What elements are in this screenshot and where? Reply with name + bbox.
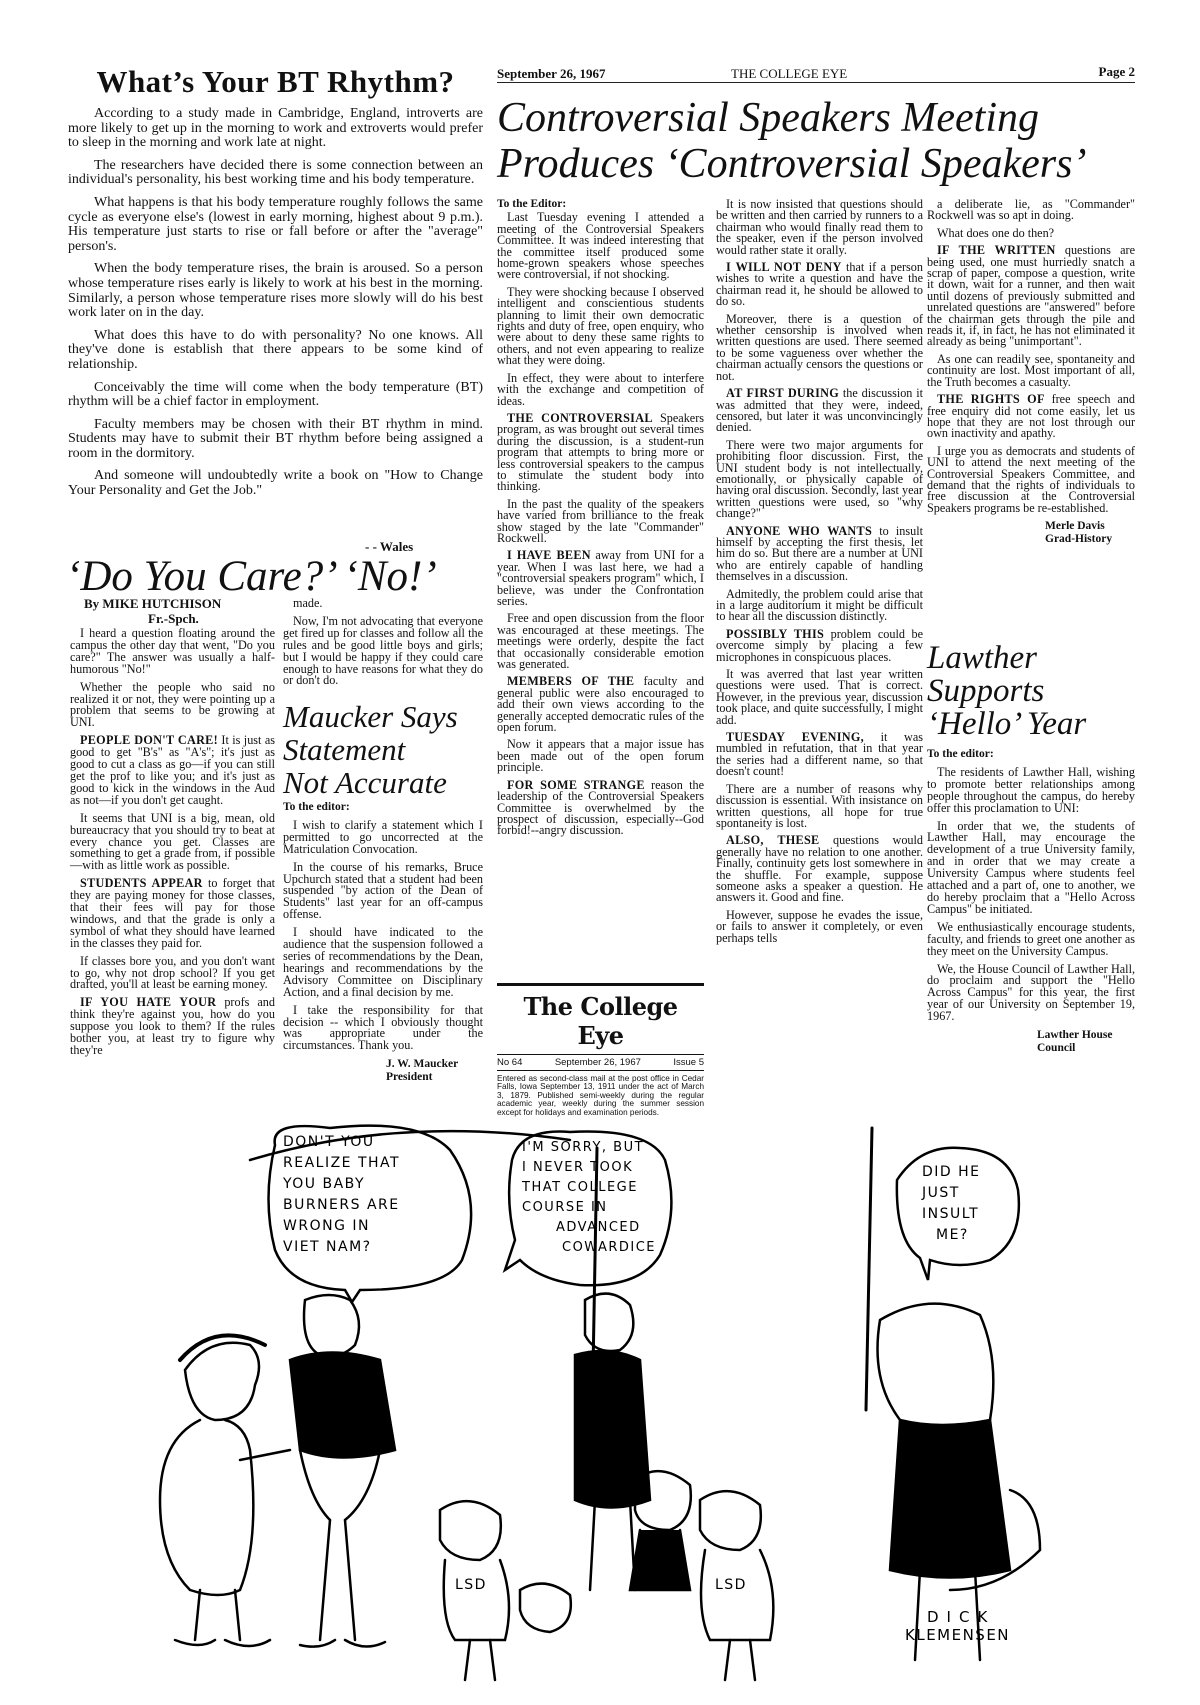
byline-wales: - - Wales xyxy=(365,539,414,554)
long-haired-figure xyxy=(878,1304,1041,1660)
paragraph xyxy=(497,284,704,368)
paragraph-text: I urge you as democrats and students of UNI to attend the next meeting of the Controversial Speakers Committee, and demand that the rights of individuals to free discussion at the Controversial Speakers programs be re-established. xyxy=(927,443,1135,515)
bubble-line: DID HE xyxy=(922,1164,981,1180)
paragraph-text: Faculty members may be chosen with their BT rhythm in mind. Students may have to submit their BT rhythm before being assigned a room in the dormitory. xyxy=(68,416,483,461)
headline xyxy=(497,95,1086,187)
bubble-line: I'M SORRY, BUT xyxy=(522,1140,645,1155)
headline-line: Maucker Says xyxy=(283,699,458,734)
paragraph-text: Admitedly, the problem could arise that in a large auditorium it might be difficult to hear all the discussion distinctly. xyxy=(716,586,923,624)
paragraph-text: questions would generally have no relation to one another. Finally, continuity gets lost somewhere in the shuffle. For example, suppose someone asks a speaker a question. He answers it. Good and fine. xyxy=(716,833,923,905)
bubble-line: VIET NAM? xyxy=(283,1239,372,1255)
paragraph xyxy=(716,586,923,624)
paragraph xyxy=(68,329,483,373)
paragraph-text: What happens is that his body temperature roughly follows the same cycle as everyone else's (lowest in early morning, highest about 9 p.m.). His temperature just starts to rise or fall before or after the "average" person's. xyxy=(68,194,483,254)
paragraph-text: Speakers program, as was brought out several times during the discussion, is a student-run program that attempts to bring more or less controversial speakers to the campus to stimulate the student body into thinking. xyxy=(497,410,705,494)
paragraph-text: I should have indicated to the audience that the suspension followed a series of recommendations by the Dean, hearings and recommendations by the Advisory Committee on Disciplinary Action, and a final decision by me. xyxy=(283,925,483,999)
paragraph-text: What does one do then? xyxy=(937,225,1055,240)
paragraph-lead: PEOPLE DON'T CARE! xyxy=(80,733,218,748)
headline: ‘Do You Care?’ ‘No!’ xyxy=(66,553,437,600)
paragraph xyxy=(927,961,1135,1024)
paragraph-lead: IF YOU HATE YOUR xyxy=(80,995,217,1010)
article-body-col2 xyxy=(283,598,483,693)
sign-label: LSD xyxy=(455,1577,487,1593)
signature xyxy=(283,1058,483,1084)
paragraph xyxy=(283,927,483,998)
paragraph-text: There were two major arguments for prohibiting floor discussion. First, the UNI student body is not intellectually, emotionally, or physically capable of having oral discussion. Secondly, last year written questions were used, so "why change?" xyxy=(716,437,923,521)
paragraph xyxy=(716,907,923,945)
paragraph-text: If classes bore you, and you don't want to go, why not drop school? If you get drafted, you'll at least be earning money. xyxy=(70,953,275,992)
bubble-line: REALIZE THAT xyxy=(283,1155,401,1171)
paragraph-text: According to a study made in Cambridge, England, introverts are more likely to get up in the morning to work and extroverts would prefer to sleep in the morning and work late at night. xyxy=(68,106,483,151)
paragraph xyxy=(70,953,275,992)
salutation: To the editor: xyxy=(283,801,350,813)
paragraph-lead: MEMBERS OF THE xyxy=(507,674,635,689)
artist-first-name: DICK xyxy=(927,1608,996,1626)
headline-line: ‘Hello’ Year xyxy=(927,706,1087,742)
paragraph xyxy=(68,196,483,254)
soldier-figure xyxy=(160,1335,290,1646)
issue-date: September 26, 1967 xyxy=(554,1057,641,1068)
bubble-line: ADVANCED xyxy=(556,1220,641,1235)
paragraph-text: In the past the quality of the speakers have varied from brilliance to the freak show staged by the late "Commander" Rockwell. xyxy=(497,496,704,545)
sign-label: LSD xyxy=(715,1577,747,1593)
paragraph xyxy=(716,262,923,308)
speech-bubble-text-1 xyxy=(283,1132,400,1258)
paragraph-lead: TUESDAY EVENING, xyxy=(726,730,865,745)
paragraph-text: profs and think they're against you, how do you suppose you look to them? If the rules bother you, at least try to figure why they're xyxy=(70,995,275,1057)
bubble-line: ME? xyxy=(936,1227,969,1243)
paragraph-text: Conceivably the time will come when the body temperature (BT) rhythm will be a chief factor in employment. xyxy=(68,379,483,410)
page-header xyxy=(497,64,1135,83)
header-page-number: Page 2 xyxy=(1098,64,1135,79)
signature-title: President xyxy=(386,1071,433,1084)
byline-class: Fr.-Spch. xyxy=(148,611,199,626)
paragraph-text: The researchers have decided there is some connection between an individual's personality, his best working time and his body temperature. xyxy=(68,157,483,188)
salutation: To the editor: xyxy=(927,748,994,760)
paragraph-text: The residents of Lawther Hall, wishing to promote better relationships among people throughout the campus, do hereby offer this proclamation to UNI: xyxy=(927,764,1135,815)
header-date: September 26, 1967 xyxy=(497,66,606,81)
headline xyxy=(283,700,458,799)
artist-last-name: KLEMENSEN xyxy=(905,1626,1011,1644)
issue-number: No 64 xyxy=(497,1057,523,1068)
letter-body xyxy=(927,199,1135,514)
paragraph-text: Last Tuesday evening I attended a meeting of the Controversial Speakers Committee. It was indeed interesting that the committee itself produced some home-grown speakers whose speeches were controversial, if not shocking. xyxy=(497,210,704,282)
paragraph xyxy=(70,735,275,806)
paragraph xyxy=(283,598,483,610)
headline: What’s Your BT Rhythm? xyxy=(96,64,455,99)
paragraph-text: to forget that they are paying money for those classes, that their fees will pay for those windows, and that the grade is only a symbol of what they should have learned in the classes they paid for. xyxy=(70,876,275,950)
paragraph xyxy=(70,679,275,730)
bubble-line: COURSE IN xyxy=(522,1200,608,1215)
paragraph-lead: FOR SOME STRANGE xyxy=(507,777,645,792)
paragraph xyxy=(716,388,923,434)
paragraph-text: There are a number of reasons why discussion is essential. With insistance on written questions, all hope for true spontaneity is lost. xyxy=(716,781,923,830)
paragraph-text: It was averred that last year written questions were used. That is correct. However, in the previous year, discussion took place, and quite successfully, I might add. xyxy=(716,667,923,727)
paragraph-text: Moreover, there is a question of whether censorship is involved when written questions are used. There seemed to be some vagueness over whether the chairman actually censors the questions or not. xyxy=(716,311,923,383)
letter-col-b xyxy=(716,199,923,950)
paragraph-lead: I WILL NOT DENY xyxy=(726,260,842,275)
letter-col-a xyxy=(497,199,704,843)
signature-name: J. W. Maucker xyxy=(386,1058,459,1071)
paragraph-text: When the body temperature rises, the brain is aroused. So a person whose temperature rises early is likely to work at his best in the morning. Similarly, a person whose temperature rises more slowly will do his best work later on in the day. xyxy=(68,261,483,321)
paragraph xyxy=(70,878,275,949)
paragraph xyxy=(927,443,1135,515)
paragraph xyxy=(497,410,705,494)
paragraph-text: It seems that UNI is a big, mean, old bureaucracy that you should try to beat at every chance you get. Classes are something to get a grade from, if possible—with as little work as possible. xyxy=(70,810,275,873)
paragraph-lead: THE CONTROVERSIAL xyxy=(507,410,653,425)
paragraph-lead: POSSIBLY THIS xyxy=(726,626,825,641)
paragraph-text: to insult himself by accepting the first thesis, let him do so. But there are a number at UNI who are entirely capable of handling themselves in a discussion. xyxy=(716,523,923,584)
paragraph-text: As one can readily see, spontaneity and continuity are lost. Most important of all, the Truth becomes a casualty. xyxy=(927,351,1135,389)
paragraph xyxy=(716,669,923,726)
paragraph xyxy=(497,550,704,607)
panel-divider xyxy=(866,1128,872,1410)
paragraph xyxy=(716,732,923,778)
letter-body xyxy=(283,817,483,1053)
headline-line: Produces ‘Controversial Speakers’ xyxy=(497,141,1087,187)
paragraph-text: In effect, they were about to interfere with the exchange and competition of ideas. xyxy=(497,370,704,408)
paragraph-text: I wish to clarify a statement which I permitted to go uncorrected at the Matriculation Convocation. xyxy=(283,817,483,856)
paragraph xyxy=(927,351,1135,389)
bubble-line: BURNERS ARE xyxy=(283,1197,400,1213)
paragraph xyxy=(716,781,923,830)
headline xyxy=(927,642,1086,741)
speech-bubble-text-2 xyxy=(522,1138,656,1258)
paragraph-text: a deliberate lie, as "Commander" Rockwell was so apt in doing. xyxy=(927,197,1135,223)
paragraph-lead: ANYONE WHO WANTS xyxy=(726,523,873,538)
editorial-cartoon xyxy=(0,1120,1200,1700)
paragraph xyxy=(716,437,923,521)
paragraph xyxy=(927,199,1135,222)
letter-lawther xyxy=(927,747,1135,1055)
paragraph xyxy=(927,245,1135,348)
paragraph xyxy=(497,739,704,773)
headline-line: Lawther xyxy=(927,640,1038,676)
postal-notice: Entered as second-class mail at the post office in Cedar Falls, Iowa September 13, 1911 under the act of March 3, 1879. Published semi-weekly during the regular academic year, weekly during the summer session except for holidays and examination periods. xyxy=(497,1074,704,1117)
paragraph xyxy=(716,311,923,383)
paragraph-text: reason the leadership of the Controversial Speakers Committee is overwhelmed by the prospect of discussion, especially--God forbid!--angry discussion. xyxy=(497,777,704,838)
headline-line: Controversial Speakers Meeting xyxy=(497,95,1040,141)
paragraph-text: faculty and general public were also encouraged to add their own views according to the generally accepted democratic rules of the open forum. xyxy=(497,674,704,735)
paragraph-lead: THE RIGHTS OF xyxy=(937,392,1045,407)
paragraph-text: We enthusiastically encourage students, faculty, and friends to greet one another as they meet on the University Campus. xyxy=(927,919,1135,958)
paragraph xyxy=(927,764,1135,815)
paragraph-text: away from UNI for a year. When I was last here, we had a "controversial speakers program" which, I believe, was under the Confrontation series. xyxy=(497,548,705,608)
paragraph xyxy=(70,810,275,873)
paragraph xyxy=(927,818,1135,916)
bubble-line: I NEVER TOOK xyxy=(522,1160,634,1175)
salutation: To the Editor: xyxy=(497,198,567,210)
paragraph-text: questions are being used, one must hurriedly snatch a scrap of paper, compose a question, write it down, wait for a runner, and then wait until dozens of previously submitted and unrelated questions are "answered" before the chairman gets through the pile and reads it, if, in fact, he has not eliminated it already as being "unimportant". xyxy=(927,243,1136,349)
hippie-figure xyxy=(290,1295,395,1647)
paragraph-text: free speech and free enquiry did not come easily, let us hope that they are not lost through our own inactivity and apathy. xyxy=(927,392,1135,441)
article-body-col1 xyxy=(70,628,275,1063)
issue-label: Issue 5 xyxy=(673,1057,704,1068)
paragraph xyxy=(68,381,483,410)
paragraph xyxy=(497,676,704,733)
paragraph-text: it was mumbled in refutation, that in that year the series had a different name, so that doesn't count! xyxy=(716,730,923,779)
article-body xyxy=(68,107,483,507)
paragraph-lead: STUDENTS APPEAR xyxy=(80,876,203,891)
paragraph xyxy=(68,159,483,188)
bubble-line: DON'T YOU xyxy=(283,1134,375,1150)
letter-body xyxy=(497,212,704,836)
paragraph-text: Free and open discussion from the floor was encouraged at these meetings. The meetings were orderly, despite the fact that occasionally considerable emotion was generated. xyxy=(497,611,704,672)
paragraph-lead: ALSO, THESE xyxy=(726,833,820,848)
paragraph-text: I heard a question floating around the campus the other day that went, "Do you care?" The answer was usually a half-humorous "No!" xyxy=(70,626,275,676)
paragraph xyxy=(283,1002,483,1053)
paragraph-text: I take the responsibility for that decision -- which I obviously thought was appropriate under the circumstances. Thank you. xyxy=(283,1002,483,1053)
paragraph-text: problem could be overcome simply by placing a few microphones in conspicuous places. xyxy=(716,626,923,664)
paragraph-text: And someone will undoubtedly write a book on "How to Change Your Personality and Get the Job." xyxy=(68,468,483,499)
signature-name: Merle Davis xyxy=(1045,520,1105,533)
paragraph-text: They were shocking because I observed intelligent and conscientious students planning to limit their own democratic rights and duty of free, open enquiry, who were about to deny these same rights to others, and not even appearing to realize what they were doing. xyxy=(497,284,704,368)
paragraph xyxy=(716,199,923,256)
paragraph xyxy=(68,418,483,462)
paragraph-text: However, suppose he evades the issue, or fails to answer it completely, or even perhaps tells xyxy=(716,907,923,945)
paragraph-lead: I HAVE BEEN xyxy=(507,548,591,563)
paragraph-text: Now, I'm not advocating that everyone get fired up for classes and follow all the rules and be good little boys and girls; but I would be happy if they could care enough to have reasons for what they do or don't do. xyxy=(283,613,483,688)
paragraph xyxy=(716,626,923,664)
paragraph xyxy=(283,817,483,856)
signature-title: Council xyxy=(1037,1042,1076,1055)
paragraph-text: Now it appears that a major issue has been made out of the open forum principle. xyxy=(497,737,704,775)
paragraph-lead: AT FIRST DURING xyxy=(726,386,840,401)
letter-body xyxy=(927,764,1135,1024)
paragraph-text: Whether the people who said no realized it or not, they were pointing up a problem that seems to be growing at UNI. xyxy=(70,679,275,730)
signature xyxy=(927,1029,1135,1055)
paragraph xyxy=(927,225,1135,240)
article-bt-rhythm xyxy=(68,64,483,100)
bubble-line: YOU BABY xyxy=(283,1176,366,1192)
paragraph xyxy=(68,262,483,320)
paragraph xyxy=(68,469,483,498)
headline-line: Supports xyxy=(927,673,1045,709)
speech-bubble-text-3 xyxy=(922,1162,981,1246)
paragraph xyxy=(716,835,923,903)
paragraph xyxy=(70,997,275,1057)
paragraph-text: What does this have to do with personality? No one knows. All they've done is establish that there appears to be some kind of relationship. xyxy=(68,327,483,372)
signature-title: Grad-History xyxy=(1045,533,1113,546)
bubble-line: THAT COLLEGE xyxy=(522,1180,638,1195)
letter-col-c xyxy=(927,199,1135,546)
bubble-line: JUST xyxy=(922,1185,960,1201)
header-paper-name: THE COLLEGE EYE xyxy=(731,66,848,81)
paragraph xyxy=(497,613,704,670)
paragraph-lead: IF THE WRITTEN xyxy=(937,243,1056,258)
paragraph xyxy=(497,212,704,280)
paragraph-text: made. xyxy=(293,596,323,610)
paragraph-text: It is just as good to get "B's" as "A's"; it's just as good to cut a class as go—if you can still get the prof to like you; and it's just as good to kick in the windows in the Aud as not—if you don't get caught. xyxy=(70,733,275,807)
paragraph xyxy=(497,370,704,408)
paragraph xyxy=(283,859,483,922)
letter-maucker xyxy=(283,800,483,1084)
paragraph xyxy=(70,628,275,676)
headline-line: Not Accurate xyxy=(283,765,447,800)
masthead-box xyxy=(497,983,704,1117)
paragraph xyxy=(716,523,923,584)
bubble-line: WRONG IN xyxy=(283,1218,370,1234)
signature xyxy=(927,520,1135,546)
paragraph xyxy=(497,496,704,545)
paragraph xyxy=(283,613,483,688)
paragraph xyxy=(497,777,704,838)
byline: By MIKE HUTCHISON xyxy=(84,596,222,611)
paragraph xyxy=(68,107,483,151)
paragraph xyxy=(927,919,1135,958)
paragraph-text: that if a person wishes to write a question and have the chairman read it, he should be allowed to do so. xyxy=(716,260,923,309)
paragraph-text: the discussion it was admitted that they were, indeed, censored, but later it was unconvincingly denied. xyxy=(716,386,923,435)
masthead-info xyxy=(497,1054,704,1071)
paragraph xyxy=(927,394,1135,440)
bubble-line: INSULT xyxy=(922,1206,980,1222)
headline-line: Statement xyxy=(283,732,406,767)
paragraph-text: In the course of his remarks, Bruce Upchurch stated that a student had been suspended "by action of the Dean of Students" last year for an off-campus offense. xyxy=(283,859,483,922)
signature-name: Lawther House xyxy=(1037,1029,1113,1042)
artist-signature xyxy=(905,1608,1010,1644)
bubble-line: COWARDICE xyxy=(562,1240,657,1255)
paragraph-text: We, the House Council of Lawther Hall, do proclaim and support the "Hello Across Campus" for this year, the first year of our University on September 19, 1967. xyxy=(927,961,1135,1024)
paragraph-text: It is now insisted that questions should be written and then carried by runners to a chairman who would finally read them to the speaker, even if the person involved would rather state it orally. xyxy=(716,197,923,257)
masthead-logo: The College Eye xyxy=(523,992,678,1050)
paragraph-text: In order that we, the students of Lawther Hall, may encourage the development of a true University family, and in order that we may create a University Campus where students feel attached and a part of, one to another, we do hereby proclaim that a "Hello Across Campus" be initiated. xyxy=(927,818,1135,916)
